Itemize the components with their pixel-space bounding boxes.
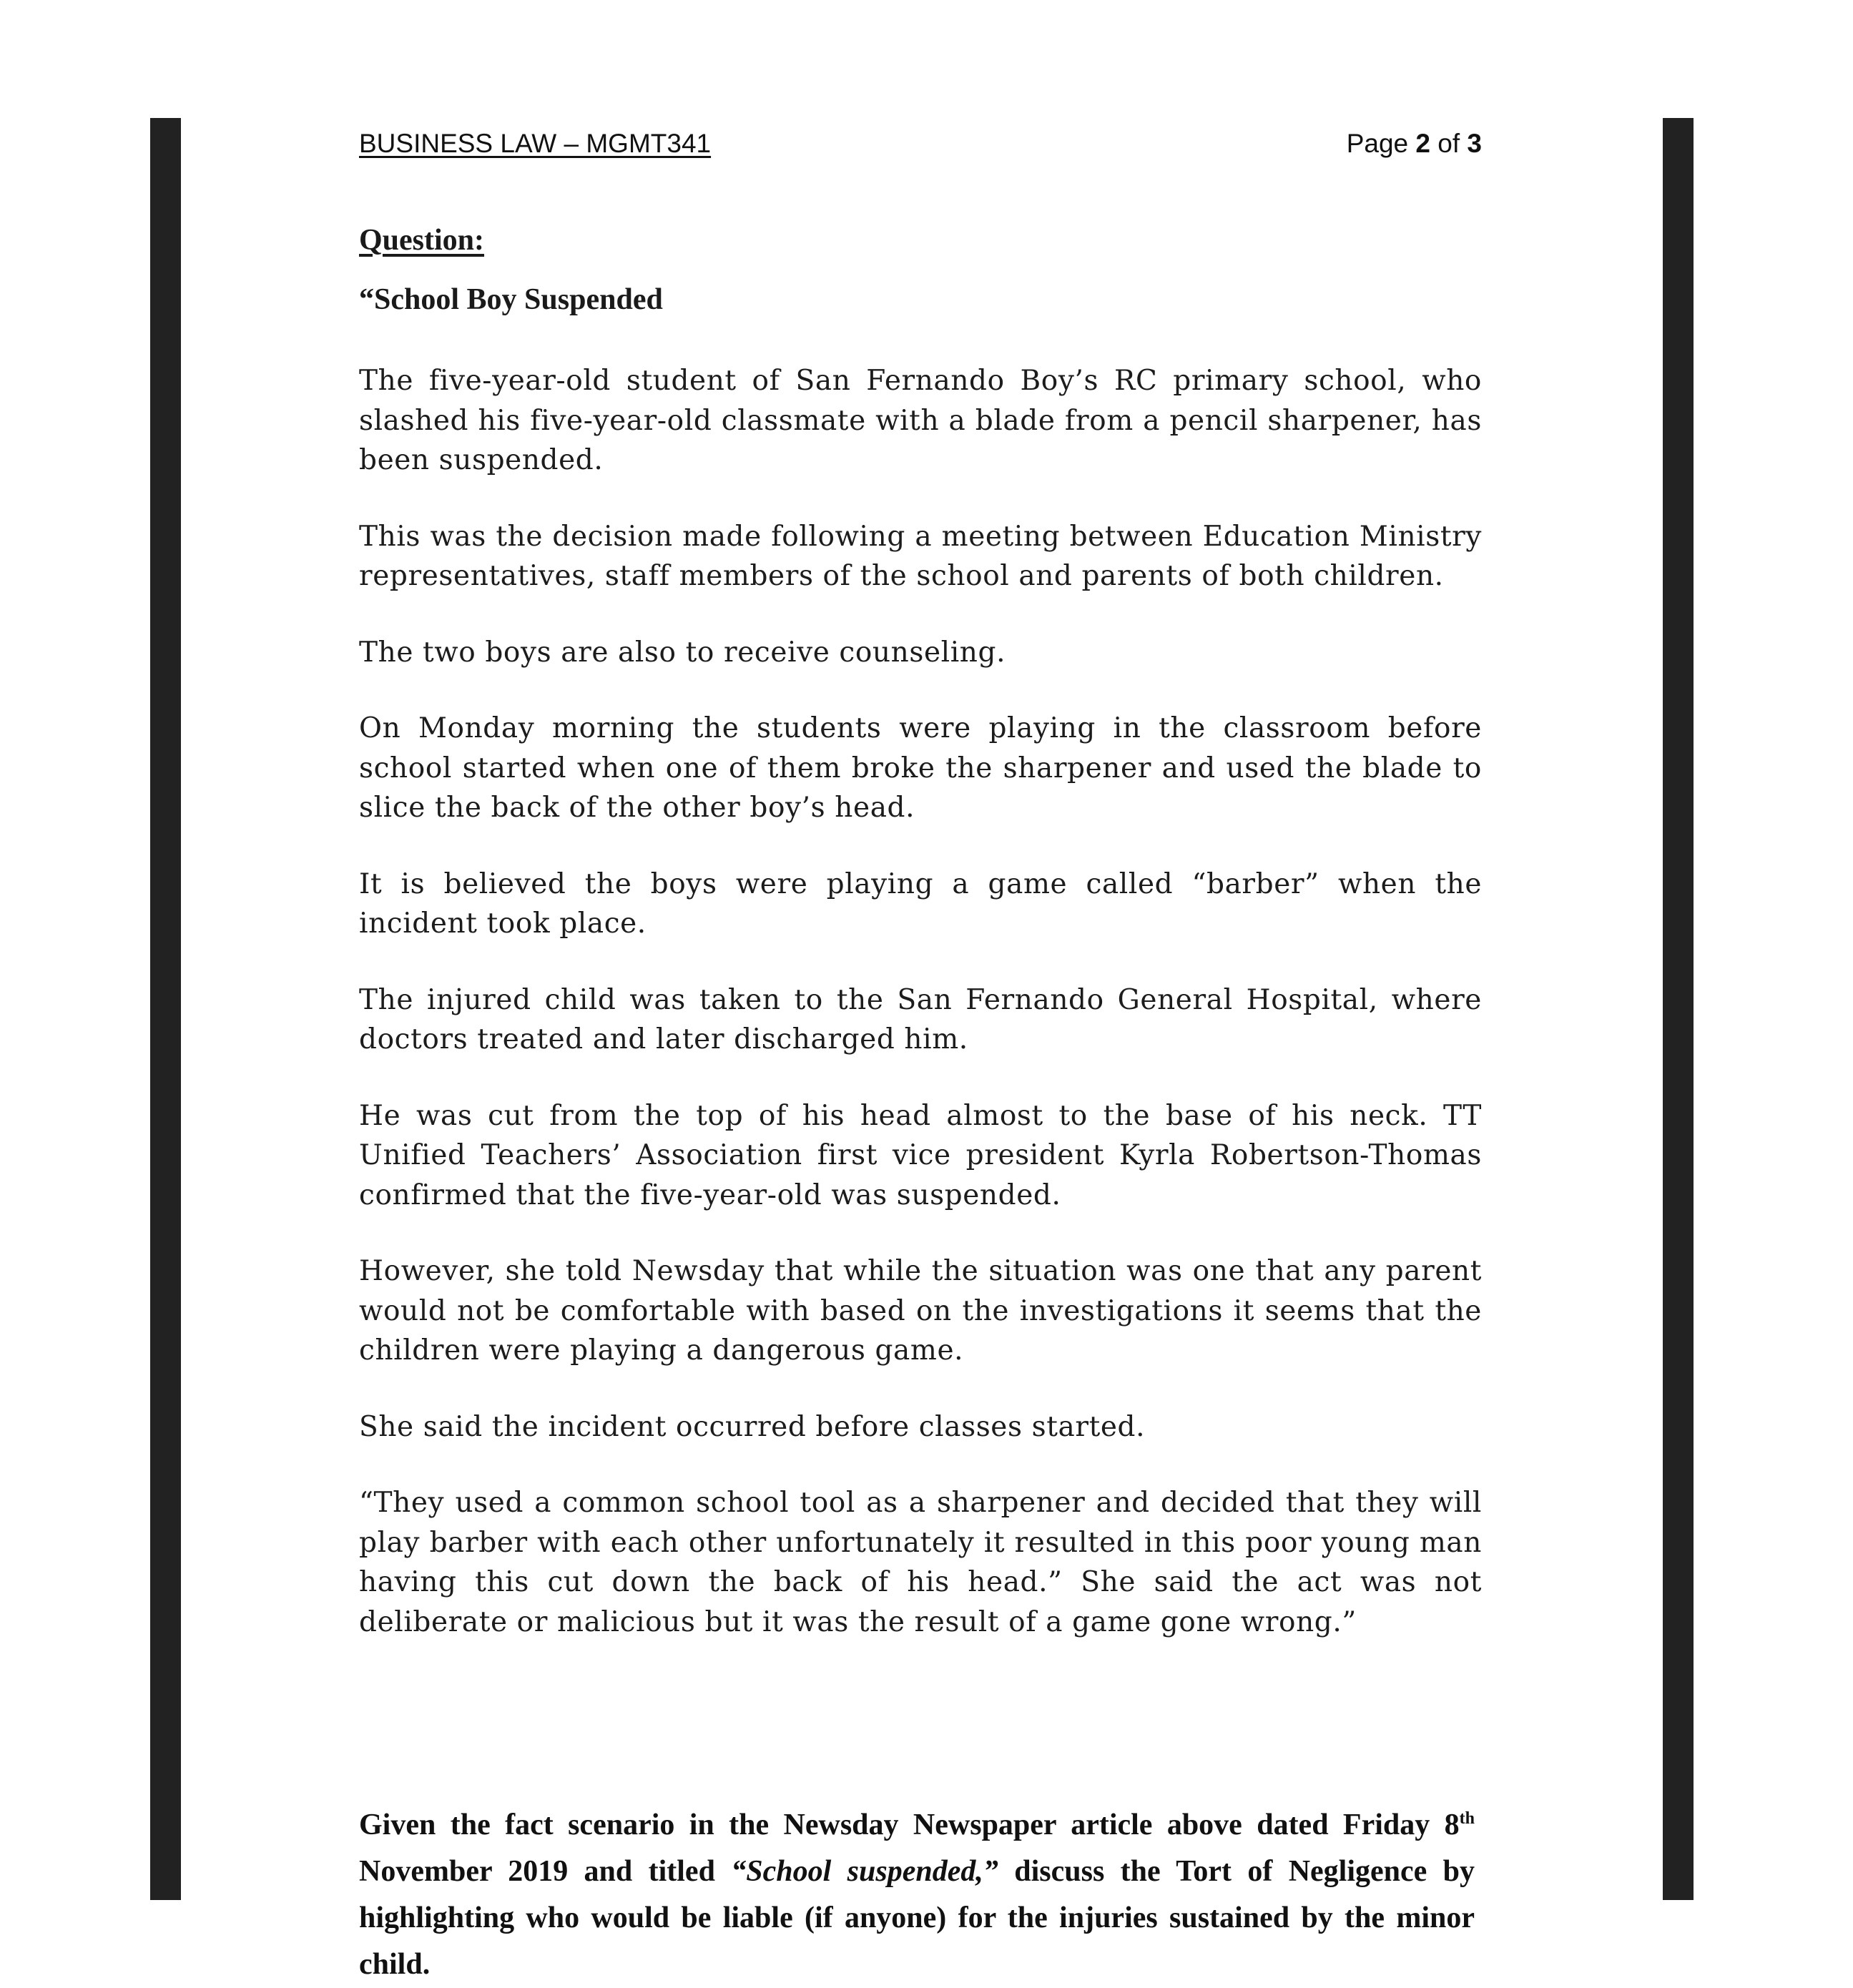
article-headline: “School Boy Suspended (359, 283, 663, 316)
page-header (359, 129, 1482, 164)
page-total: 3 (1467, 129, 1482, 158)
question-label: Question: (359, 224, 485, 257)
prompt-part-2: November 2019 and titled (359, 1855, 732, 1888)
page-of: of (1437, 129, 1460, 158)
article-body (359, 361, 1482, 1678)
viewer-left-border (150, 118, 181, 1900)
article-paragraph: This was the decision made following a meeting between Education Ministry representatives, staff members of the school and parents of both children. (359, 520, 1482, 592)
article-paragraph: However, she told Newsday that while the situation was one that any parent would not be comfortable with based on the investigations it seems that the children were playing a dangerous game. (359, 1255, 1482, 1367)
article-paragraph: He was cut from the top of his head almost to the base of his neck. TT Unified Teachers’ Association first vice president Kyrla Robertson-Thomas confirmed that the five-year-old was suspended. (359, 1099, 1482, 1211)
page-current: 2 (1415, 129, 1430, 158)
viewer-right-border (1663, 118, 1694, 1900)
prompt-part-3: discuss the Tort of Negligence by highlighting who would be liable (if anyone) for the injuries sustained by the minor child. (359, 1855, 1475, 1981)
article-paragraph: The five-year-old student of San Fernando Boy’s RC primary school, who slashed his five-year-old classmate with a blade from a pencil sharpener, has been suspended. (359, 365, 1482, 476)
prompt-part-1: Given the fact scenario in the Newsday Newspaper article above dated Friday 8 (359, 1809, 1460, 1841)
course-title: BUSINESS LAW – MGMT341 (359, 129, 712, 158)
assignment-prompt (359, 1802, 1475, 1988)
article-paragraph: On Monday morning the students were playing in the classroom before school started when one of them broke the sharpener and used the blade to slice the back of the other boy’s head. (359, 712, 1482, 824)
prompt-italic-title: “School suspended,” (731, 1855, 998, 1888)
article-paragraph: “They used a common school tool as a sharpener and decided that they will play barber with each other unfortunately it resulted in this poor young man having this cut down the back of his head.” She said the act was not deliberate or malicious but it was the result of a game gone wrong.” (359, 1487, 1482, 1638)
article-paragraph: The injured child was taken to the San Fernando General Hospital, where doctors treated and later discharged him. (359, 983, 1482, 1055)
article-paragraph: It is believed the boys were playing a game called “barber” when the incident took place. (359, 867, 1482, 940)
document-page (359, 129, 1482, 1981)
page-prefix: Page (1346, 129, 1409, 158)
page-number (1347, 129, 1482, 159)
article-paragraph: The two boys are also to receive counseling. (359, 636, 1006, 669)
prompt-superscript: th (1459, 1809, 1475, 1828)
article-paragraph: She said the incident occurred before classes started. (359, 1410, 1146, 1443)
